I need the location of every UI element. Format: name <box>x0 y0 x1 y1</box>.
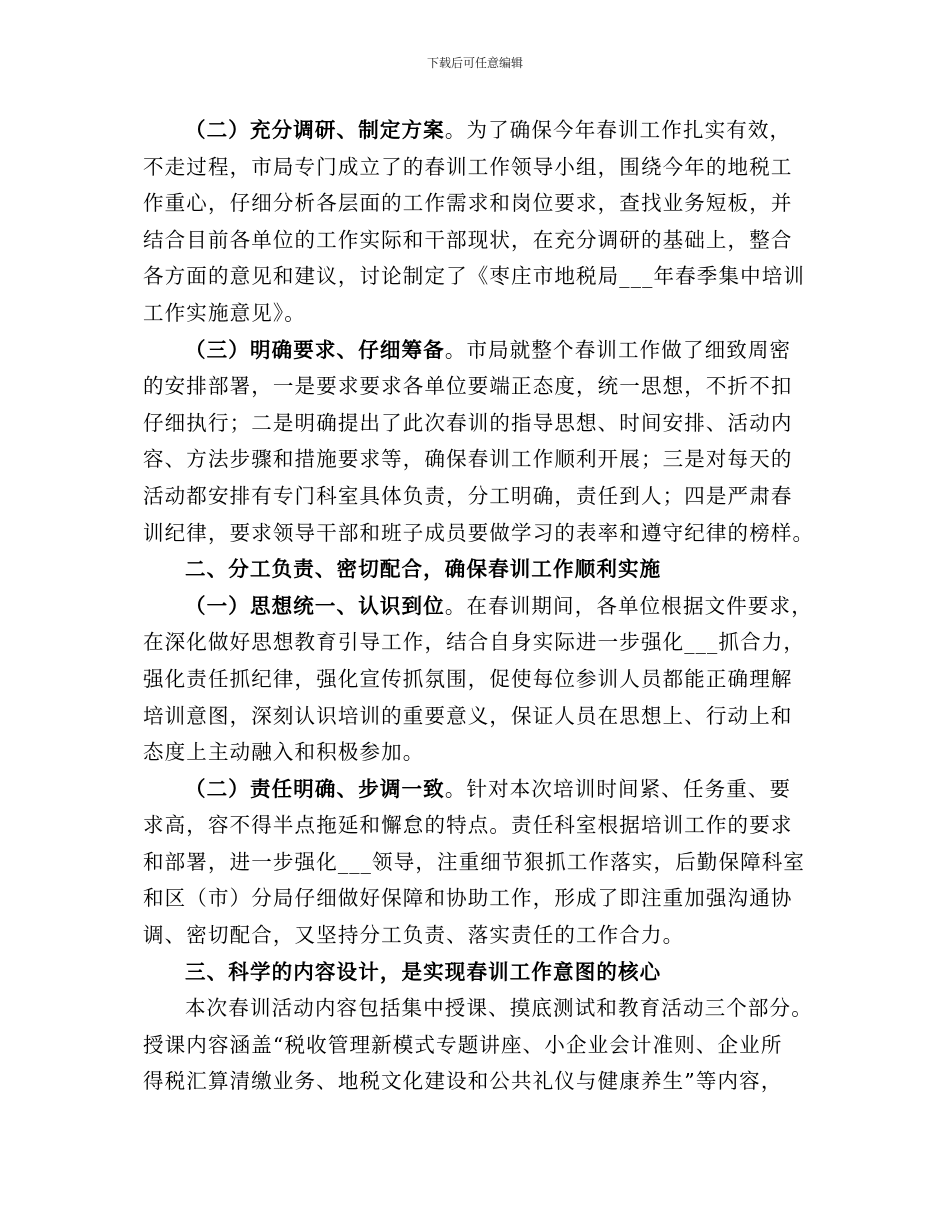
bold-heading: （二）责任明确、步调一致 <box>185 776 445 801</box>
text-line <box>143 661 815 698</box>
line-text: 。针对本次培训时间紧、任务重、要 <box>444 776 792 801</box>
line-text: 。在春训期间，各单位根据文件要求， <box>444 593 813 618</box>
line-text: 本次春训活动内容包括集中授课、摸底测试和教育活动三个部分。 <box>185 996 813 1021</box>
document-body <box>143 112 815 1100</box>
line-text: 工作实施意见》。 <box>143 300 306 325</box>
text-line <box>143 844 815 881</box>
page-header: 下载后可任意编辑 <box>426 56 523 70</box>
text-line <box>143 1027 815 1064</box>
line-text: 仔细执行；二是明确提出了此次春训的指导思想、时间安排、活动内 <box>143 410 793 435</box>
text-line <box>143 551 815 588</box>
text-line <box>143 771 815 808</box>
line-text: 培训意图，深刻认识培训的重要意义，保证人员在思想上、行动上和 <box>143 703 793 728</box>
line-text: 。为了确保今年春训工作扎实有效， <box>444 118 792 142</box>
line-text: 不走过程，市局专门成立了的春训工作领导小组，围绕今年的地税工 <box>143 154 793 179</box>
text-line <box>143 222 815 259</box>
line-text: 强化责任抓纪律，强化宣传抓氛围，促使每位参训人员都能正确理解 <box>143 666 793 691</box>
line-text: 授课内容涵盖“税收管理新模式专题讲座、小企业会计准则、企业所 <box>143 1032 783 1057</box>
bold-heading: （二）充分调研、制定方案 <box>185 118 445 142</box>
text-line <box>143 441 815 478</box>
line-text: 容、方法步骤和措施要求等，确保春训工作顺利开展；三是对每天的 <box>143 447 793 472</box>
line-text: 调、密切配合，又坚持分工负责、落实责任的工作合力。 <box>143 923 685 948</box>
text-line <box>143 185 815 222</box>
bold-heading: 三、科学的内容设计，是实现春训工作意图的核心 <box>185 959 662 984</box>
line-text: 和区（市）分局仔细做好保障和协助工作，形成了即注重加强沟通协 <box>143 886 793 911</box>
text-line <box>143 478 815 515</box>
line-text: 各方面的意见和建议，讨论制定了《枣庄市地税局___年春季集中培训 <box>143 264 806 289</box>
text-line <box>143 1063 815 1100</box>
text-line <box>143 698 815 735</box>
text-line <box>143 917 815 954</box>
text-line <box>143 405 815 442</box>
text-line <box>143 149 815 186</box>
bold-heading: 二、分工负责、密切配合，确保春训工作顺利实施 <box>185 557 662 582</box>
text-line <box>143 588 815 625</box>
line-text: 结合目前各单位的工作实际和干部现状，在充分调研的基础上，整合 <box>143 227 793 252</box>
text-line <box>143 624 815 661</box>
line-text: 的安排部署，一是要求要求各单位要端正态度，统一思想，不折不扣 <box>143 374 793 399</box>
line-text: 活动都安排有专门科室具体负责，分工明确，责任到人；四是严肃春 <box>143 483 793 508</box>
text-line <box>143 332 815 369</box>
text-line <box>143 515 815 552</box>
text-line <box>143 734 815 771</box>
line-text: 态度上主动融入和积极参加。 <box>143 740 425 765</box>
line-text: 得税汇算清缴业务、地税文化建设和公共礼仪与健康养生”等内容， <box>143 1069 783 1094</box>
line-text: 作重心，仔细分析各层面的工作需求和岗位要求，查找业务短板，并 <box>143 191 793 216</box>
line-text: 。市局就整个春训工作做了细致周密 <box>444 337 792 362</box>
text-line <box>143 807 815 844</box>
text-line <box>143 880 815 917</box>
line-text: 训纪律，要求领导干部和班子成员要做学习的表率和遵守纪律的榜样。 <box>143 520 815 545</box>
text-line <box>143 954 815 991</box>
bold-heading: （一）思想统一、认识到位 <box>185 593 445 618</box>
line-text: 求高，容不得半点拖延和懈怠的特点。责任科室根据培训工作的要求 <box>143 813 793 838</box>
text-line <box>143 990 815 1027</box>
text-line <box>143 258 815 295</box>
line-text: 在深化做好思想教育引导工作，结合自身实际进一步强化___抓合力， <box>143 630 806 655</box>
text-line <box>143 368 815 405</box>
bold-heading: （三）明确要求、仔细筹备 <box>185 337 445 362</box>
line-text: 和部署，进一步强化___领导，注重细节狠抓工作落实，后勤保障科室 <box>143 849 806 874</box>
text-line <box>143 112 815 149</box>
text-line <box>143 295 815 332</box>
